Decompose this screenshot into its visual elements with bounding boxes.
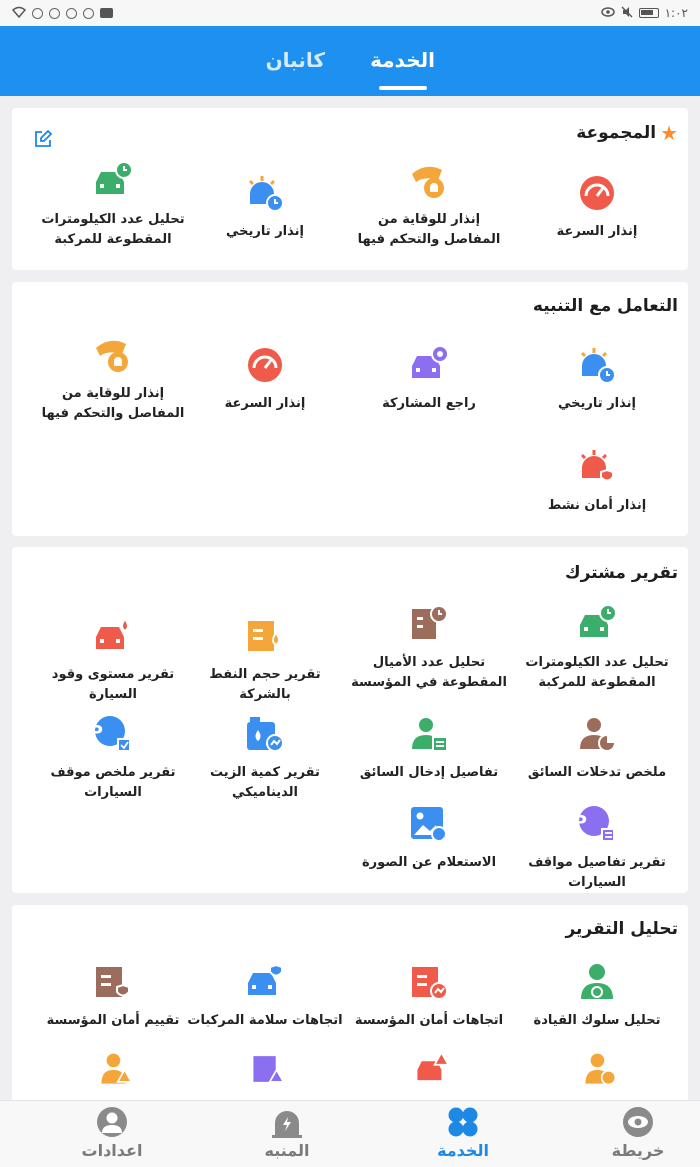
fatigue-alarm-item[interactable] (28, 334, 198, 424)
history-alarm-item[interactable] (512, 344, 682, 414)
review-participation-item[interactable] (344, 344, 514, 414)
parking-details-item[interactable] (512, 803, 682, 893)
company-safety-rating-item[interactable] (28, 961, 198, 1031)
company-warning-icon[interactable] (250, 1051, 286, 1087)
image-query-item[interactable] (344, 803, 514, 873)
tab-service[interactable]: الخدمة (370, 48, 435, 72)
item-label: تقرير تفاصيل مواقف السيارات (528, 855, 666, 890)
fuel-level-item[interactable] (28, 615, 198, 705)
mute-icon (621, 6, 633, 21)
item-label: اتجاهات أمان المؤسسة (354, 1013, 504, 1028)
oil-volume-item[interactable] (180, 615, 350, 705)
edit-icon[interactable] (34, 130, 52, 148)
item-label: تقييم أمان المؤسسة (46, 1013, 180, 1028)
item-label: تقرير مستوى وقود السيارة (51, 667, 175, 702)
vehicle-warning-icon[interactable] (414, 1051, 450, 1087)
item-label: إنذار السرعة (224, 396, 306, 411)
history-alarm-item[interactable] (180, 172, 350, 242)
company-safety-rating-icon (92, 961, 134, 1003)
fatigue-alarm-icon (408, 160, 450, 202)
tab-kanban[interactable]: كانبان (265, 48, 325, 72)
common-reports-title: تقرير مشترك (565, 563, 678, 583)
status-icon (83, 8, 94, 19)
car-mileage-icon (92, 160, 134, 202)
speedometer-icon (576, 172, 618, 214)
nav-label: اعدادات (81, 1141, 143, 1160)
status-bar (0, 0, 700, 26)
star-icon: ★ (660, 121, 678, 145)
fatigue-alarm-icon (92, 334, 134, 376)
item-label: تقرير حجم النفط بالشركة (209, 667, 321, 702)
item-label: ملخص تدخلات السائق (527, 765, 667, 780)
svg-text:P: P (573, 812, 587, 833)
report-analysis-title: تحليل التقرير (565, 919, 678, 939)
alarm-handling-title: التعامل مع التنبيه (532, 296, 678, 316)
company-mileage-icon (408, 603, 450, 645)
image-query-icon (408, 803, 450, 845)
favorites-title (576, 121, 678, 145)
item-label: تحليل عدد الأميال المقطوعة في المؤسسة (351, 655, 507, 690)
item-label: الاستعلام عن الصورة (361, 855, 497, 870)
item-label: إنذار السرعة (556, 224, 638, 239)
active-safety-alarm-item[interactable] (512, 446, 682, 516)
driver-summary-item[interactable] (512, 713, 682, 783)
alarm-bell-icon (270, 1105, 304, 1139)
item-label: راجع المشاركة (382, 396, 476, 411)
active-safety-alarm-icon (576, 446, 618, 488)
item-label: إنذار أمان نشط (547, 498, 647, 513)
vehicle-safety-trend-icon (244, 961, 286, 1003)
status-time: ١:٠٢ (664, 6, 688, 20)
clover-icon (446, 1105, 480, 1139)
history-alarm-icon (576, 344, 618, 386)
svg-text:P: P (89, 722, 103, 743)
eye-status-icon (601, 6, 615, 20)
eye-icon (621, 1105, 655, 1139)
nav-label: الخدمة (437, 1141, 489, 1160)
speed-alarm-item[interactable] (512, 172, 682, 242)
favorites-title-text: المجموعة (576, 123, 657, 143)
report-analysis-card (12, 905, 688, 1105)
alarm-handling-card (12, 282, 688, 536)
driving-behavior-item[interactable] (512, 961, 682, 1031)
item-label: تحليل عدد الكيلومترات المقطوعة للمركبة (525, 655, 669, 690)
item-label: تفاصيل إدخال السائق (359, 765, 499, 780)
parking-details-icon (573, 803, 618, 845)
top-nav (0, 26, 700, 96)
item-label: إنذار تاريخي (558, 396, 636, 411)
battery-icon (639, 8, 659, 18)
bottom-nav (0, 1100, 700, 1167)
nav-settings[interactable] (52, 1105, 172, 1160)
item-label: تقرير ملخص موقف السيارات (50, 765, 176, 800)
item-label: اتجاهات سلامة المركبات (187, 1013, 343, 1028)
company-safety-trend-icon (408, 961, 450, 1003)
nav-service[interactable] (403, 1105, 523, 1160)
speedometer-icon (244, 344, 286, 386)
fuel-level-icon (92, 615, 134, 657)
fatigue-alarm-item[interactable] (344, 160, 514, 250)
history-alarm-icon (244, 172, 286, 214)
status-icon (32, 8, 43, 19)
item-label: إنذار تاريخي (226, 224, 304, 239)
driver-safety-icon[interactable] (582, 1051, 618, 1087)
status-icon (66, 8, 77, 19)
driver-summary-icon (576, 713, 618, 755)
item-label: تحليل سلوك القيادة (533, 1013, 661, 1028)
youtube-icon (100, 8, 113, 18)
company-mileage-item[interactable] (344, 603, 514, 693)
driver-details-icon (408, 713, 450, 755)
car-review-icon (408, 344, 450, 386)
favorites-card (12, 108, 688, 270)
common-reports-card (12, 547, 688, 893)
nav-label: المنبه (264, 1141, 310, 1160)
nav-label: خريطة (611, 1141, 665, 1160)
active-tab-indicator (379, 86, 427, 90)
item-label: تقرير كمية الزيت الديناميكي (210, 765, 320, 800)
nav-map[interactable] (578, 1105, 698, 1160)
vehicle-safety-trend-item[interactable] (180, 961, 350, 1031)
vehicle-mileage-item[interactable] (512, 603, 682, 693)
car-mileage-icon (576, 603, 618, 645)
driving-behavior-icon (576, 961, 618, 1003)
status-icon (49, 8, 60, 19)
speed-alarm-item[interactable] (180, 344, 350, 414)
wifi-icon (12, 6, 26, 21)
parking-summary-item[interactable] (28, 713, 198, 803)
user-icon (95, 1105, 129, 1139)
vehicle-mileage-item[interactable] (28, 160, 198, 250)
item-label: إنذار للوقاية من المفاصل والتحكم فيها (357, 212, 501, 247)
nav-alarm[interactable] (227, 1105, 347, 1160)
dynamic-oil-item[interactable] (180, 713, 350, 803)
company-safety-trend-item[interactable] (344, 961, 514, 1031)
driver-warning-icon[interactable] (98, 1051, 134, 1087)
dynamic-oil-icon (244, 713, 286, 755)
item-label: إنذار للوقاية من المفاصل والتحكم فيها (41, 386, 185, 421)
parking-summary-icon (89, 713, 134, 755)
item-label: تحليل عدد الكيلومترات المقطوعة للمركبة (41, 212, 185, 247)
driver-details-item[interactable] (344, 713, 514, 783)
oil-volume-icon (244, 615, 286, 657)
